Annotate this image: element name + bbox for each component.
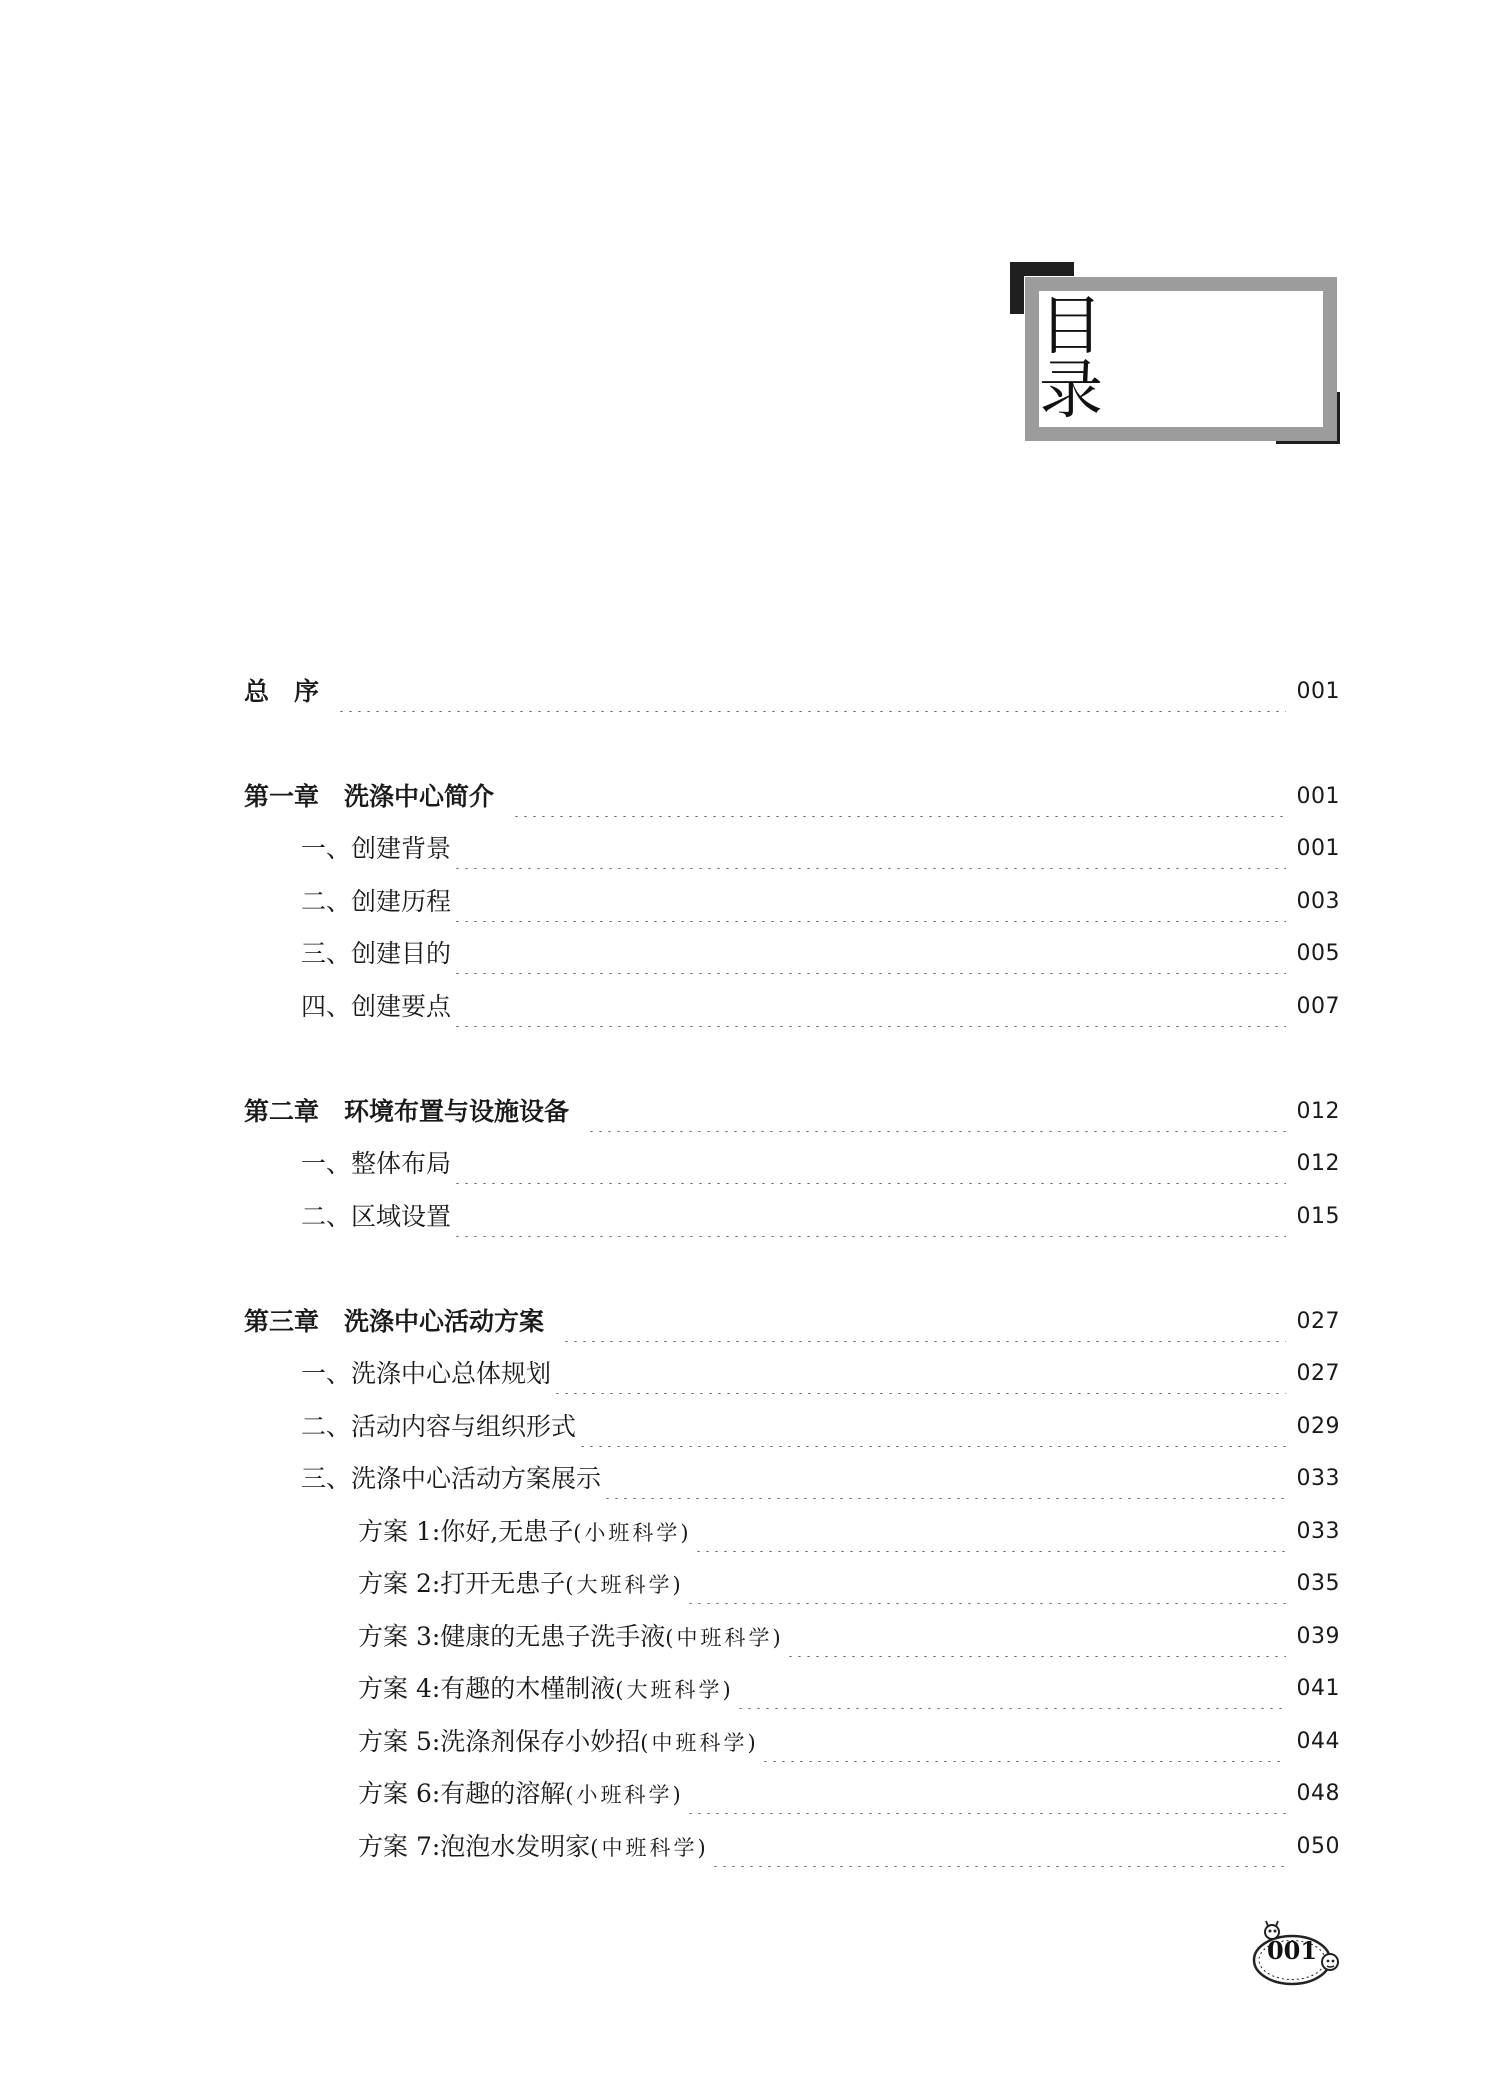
dot-leader bbox=[578, 1407, 1286, 1447]
toc-entry-tag: (小班科学) bbox=[565, 1782, 684, 1807]
toc-entry-chapter-2[interactable] bbox=[244, 1092, 1340, 1132]
toc-entry-plan[interactable] bbox=[244, 1722, 1340, 1762]
toc-entry-page: 050 bbox=[1296, 1834, 1340, 1859]
dot-leader bbox=[453, 1197, 1286, 1237]
toc-entry-chapter-3[interactable] bbox=[244, 1302, 1340, 1342]
toc-entry-section[interactable] bbox=[244, 1407, 1340, 1447]
toc-entry-label: 总 序 bbox=[244, 677, 320, 706]
toc-entry-page: 033 bbox=[1296, 1466, 1340, 1491]
toc-entry-page: 029 bbox=[1296, 1414, 1340, 1439]
toc-entry-tag: (中班科学) bbox=[590, 1835, 709, 1860]
dot-leader bbox=[512, 777, 1286, 817]
toc-entry-label: 二、活动内容与组织形式 bbox=[301, 1412, 577, 1441]
toc-entry-tag: (中班科学) bbox=[640, 1730, 759, 1755]
toc-entry-label: 一、创建背景 bbox=[301, 834, 452, 863]
toc-entry-label: 一、洗涤中心总体规划 bbox=[301, 1359, 552, 1388]
dot-leader bbox=[587, 1092, 1286, 1132]
toc-entry-plan[interactable] bbox=[244, 1827, 1340, 1867]
dot-leader bbox=[603, 1459, 1286, 1499]
table-of-contents bbox=[244, 0, 1340, 2094]
toc-entry-plan[interactable] bbox=[244, 1669, 1340, 1709]
toc-entry-label: 二、创建历程 bbox=[301, 887, 452, 916]
dot-leader bbox=[736, 1669, 1286, 1709]
toc-entry-plan[interactable] bbox=[244, 1774, 1340, 1814]
toc-entry-page: 048 bbox=[1296, 1781, 1340, 1806]
toc-entry-plan[interactable] bbox=[244, 1617, 1340, 1657]
toc-entry-label: 三、洗涤中心活动方案展示 bbox=[301, 1464, 602, 1493]
toc-entry-label: 第三章 洗涤中心活动方案 bbox=[244, 1307, 545, 1336]
dot-leader bbox=[553, 1354, 1286, 1394]
toc-entry-tag: (小班科学) bbox=[573, 1520, 692, 1545]
toc-entry-label-wrap bbox=[358, 1564, 684, 1605]
toc-entry-tag: (大班科学) bbox=[615, 1677, 734, 1702]
toc-entry-section[interactable] bbox=[244, 882, 1340, 922]
toc-entry-page: 003 bbox=[1296, 889, 1340, 914]
toc-entry-section[interactable] bbox=[244, 987, 1340, 1027]
toc-entry-label: 方案 3:健康的无患子洗手液 bbox=[358, 1621, 666, 1651]
toc-entry-section[interactable] bbox=[244, 829, 1340, 869]
toc-entry-page: 015 bbox=[1296, 1204, 1340, 1229]
toc-entry-label: 一、整体布局 bbox=[301, 1149, 452, 1178]
toc-entry-plan[interactable] bbox=[244, 1512, 1340, 1552]
toc-entry-page: 007 bbox=[1296, 994, 1340, 1019]
toc-entry-section[interactable] bbox=[244, 934, 1340, 974]
toc-entry-label: 方案 2:打开无患子 bbox=[358, 1568, 566, 1598]
toc-entry-label: 三、创建目的 bbox=[301, 939, 452, 968]
toc-entry-page: 039 bbox=[1296, 1624, 1340, 1649]
toc-entry-page: 001 bbox=[1296, 679, 1340, 704]
toc-entry-label: 方案 5:洗涤剂保存小妙招 bbox=[358, 1726, 641, 1756]
toc-entry-label-wrap bbox=[358, 1722, 759, 1763]
toc-entry-page: 044 bbox=[1296, 1729, 1340, 1754]
toc-entry-plan[interactable] bbox=[244, 1564, 1340, 1604]
toc-entry-page: 027 bbox=[1296, 1309, 1340, 1334]
dot-leader bbox=[786, 1617, 1286, 1657]
dot-leader bbox=[562, 1302, 1286, 1342]
page-title: 目 录 bbox=[1039, 290, 1183, 428]
dot-leader bbox=[686, 1774, 1286, 1814]
toc-entry-section[interactable] bbox=[244, 1354, 1340, 1394]
toc-entry-label: 四、创建要点 bbox=[301, 992, 452, 1021]
dot-leader bbox=[337, 672, 1286, 712]
toc-entry-page: 041 bbox=[1296, 1676, 1340, 1701]
dot-leader bbox=[686, 1564, 1286, 1604]
toc-entry-tag: (大班科学) bbox=[565, 1572, 684, 1597]
dot-leader bbox=[761, 1722, 1286, 1762]
toc-entry-page: 001 bbox=[1296, 784, 1340, 809]
toc-entry-label-wrap bbox=[358, 1512, 692, 1553]
toc-entry-label: 方案 4:有趣的木槿制液 bbox=[358, 1673, 616, 1703]
dot-leader bbox=[694, 1512, 1286, 1552]
toc-entry-label: 二、区域设置 bbox=[301, 1202, 452, 1231]
dot-leader bbox=[453, 934, 1286, 974]
toc-entry-label: 方案 6:有趣的溶解 bbox=[358, 1778, 566, 1808]
toc-entry-label-wrap bbox=[358, 1827, 709, 1868]
toc-entry-page: 033 bbox=[1296, 1519, 1340, 1544]
toc-entry-page: 027 bbox=[1296, 1361, 1340, 1386]
dot-leader bbox=[453, 882, 1286, 922]
toc-entry-label-wrap bbox=[358, 1669, 734, 1710]
toc-entry-label: 方案 1:你好,无患子 bbox=[358, 1516, 574, 1546]
page-number: 001 bbox=[1266, 1936, 1318, 1965]
toc-entry-tag: (中班科学) bbox=[665, 1625, 784, 1650]
toc-entry-page: 035 bbox=[1296, 1571, 1340, 1596]
toc-entry-label: 第二章 环境布置与设施设备 bbox=[244, 1097, 570, 1126]
toc-entry-label-wrap bbox=[358, 1774, 684, 1815]
toc-entry-label: 方案 7:泡泡水发明家 bbox=[358, 1831, 591, 1861]
toc-entry-page: 012 bbox=[1296, 1099, 1340, 1124]
toc-entry-page: 001 bbox=[1296, 836, 1340, 861]
dot-leader bbox=[453, 1144, 1286, 1184]
toc-entry-label: 第一章 洗涤中心简介 bbox=[244, 782, 495, 811]
toc-entry-section[interactable] bbox=[244, 1144, 1340, 1184]
toc-entry-page: 005 bbox=[1296, 941, 1340, 966]
page-number-badge bbox=[1248, 1920, 1344, 1990]
toc-entry-label-wrap bbox=[358, 1617, 784, 1658]
dot-leader bbox=[453, 987, 1286, 1027]
toc-entry-section[interactable] bbox=[244, 1197, 1340, 1237]
dot-leader bbox=[453, 829, 1286, 869]
toc-entry-page: 012 bbox=[1296, 1151, 1340, 1176]
toc-entry-chapter-1[interactable] bbox=[244, 777, 1340, 817]
dot-leader bbox=[711, 1827, 1286, 1867]
toc-entry-section[interactable] bbox=[244, 1459, 1340, 1499]
toc-entry-preface[interactable] bbox=[244, 672, 1340, 712]
